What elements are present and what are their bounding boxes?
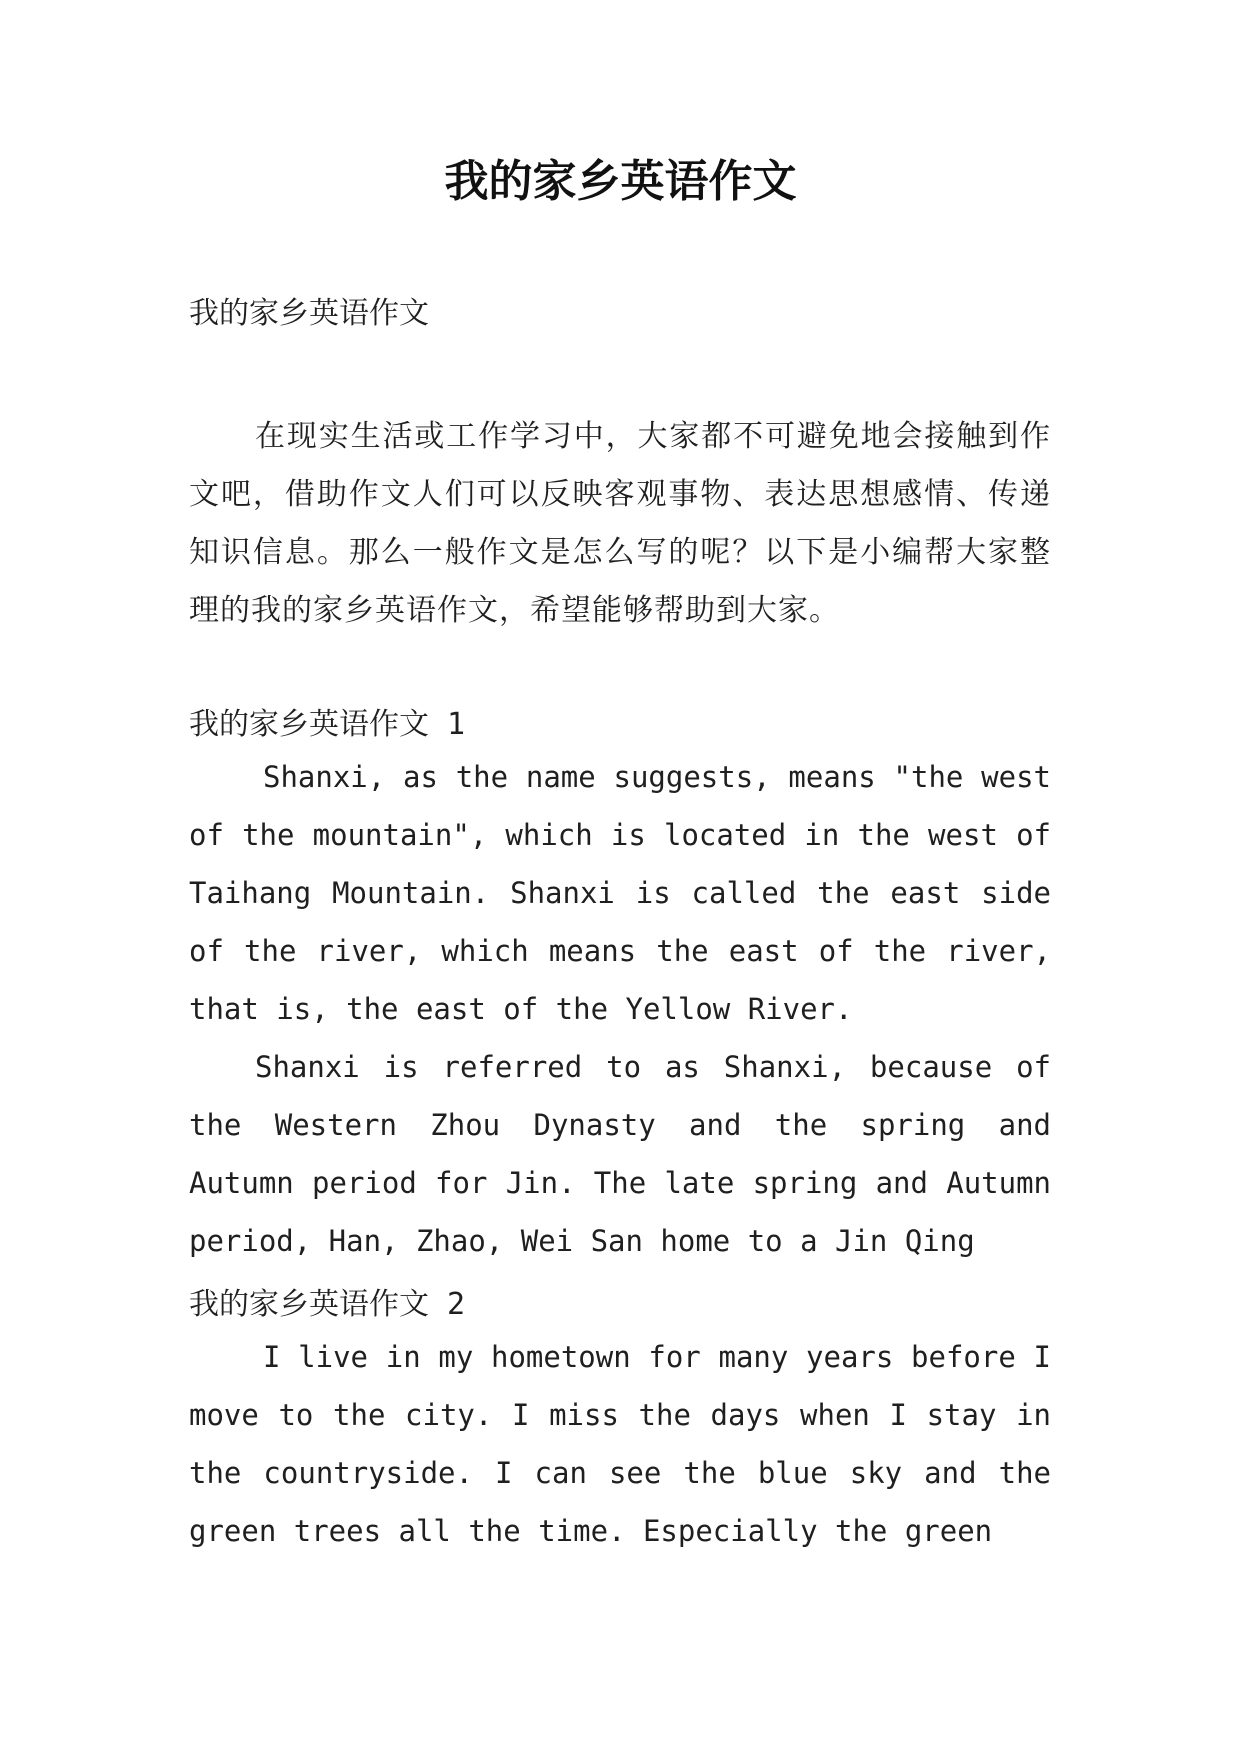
- section-heading-1: 我的家乡英语作文 1: [189, 707, 466, 742]
- document-title: 我的家乡英语作文: [444, 156, 797, 207]
- document-subtitle: 我的家乡英语作文: [189, 296, 429, 331]
- intro-paragraph: 在现实生活或工作学习中，大家都不可避免地会接触到作文吧，借助作文人们可以反映客观事物、表达思想感情、传递知识信息。那么一般作文是怎么写的呢？以下是小编帮大家整理的我的家乡英语作文，希望能够帮助到大家。: [189, 419, 1051, 628]
- section-2-paragraph-1: I live in my hometown for many years before I move to the city. I miss the days when I stay in the countryside. I can see the blue sky and the green trees all the time. Especially the green: [189, 1340, 1051, 1548]
- section-1-paragraph-2: Shanxi is referred to as Shanxi, because of the Western Zhou Dynasty and the spring and Autumn period for Jin. The late spring and Autumn period, Han, Zhao, Wei San home to a Jin Qing: [189, 1050, 1051, 1258]
- section-1-paragraph-1: Shanxi, as the name suggests, means "the west of the mountain", which is located in the west of Taihang Mountain. Shanxi is called the east side of the river, which means the east of the river, that is, the east of the Yellow River.: [189, 760, 1051, 1026]
- section-heading-2: 我的家乡英语作文 2: [189, 1287, 466, 1322]
